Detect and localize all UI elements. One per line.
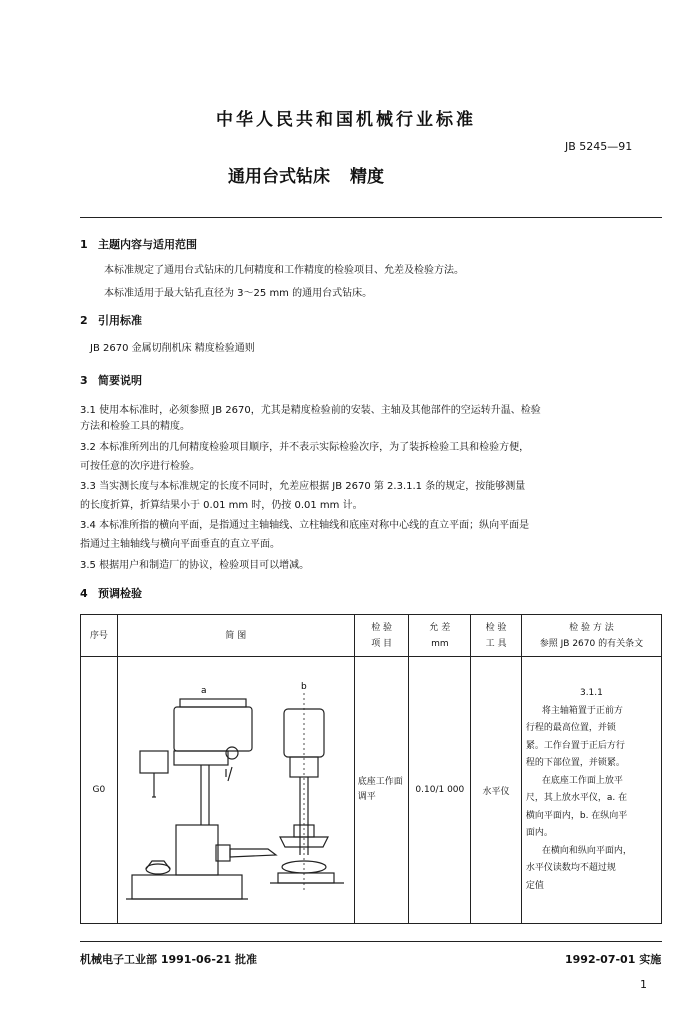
clause-3-3-line-2: 的长度折算，折算结果小于 0.01 mm 时，仍按 0.01 mm 计。: [80, 500, 363, 511]
side-table-bracket: [294, 825, 314, 837]
clause-3-1-line-2: 方法和检验工具的精度。: [80, 421, 190, 432]
method-line: 横向平面内，b. 在纵向平: [525, 810, 628, 821]
front-head-lower: [174, 751, 228, 765]
section-1-heading: 1 主题内容与适用范围: [80, 238, 197, 251]
table-header-row: [81, 615, 662, 657]
standard-code: JB 5245—91: [565, 140, 633, 153]
page-number: 1: [640, 978, 647, 991]
method-reference: 3.1.1: [579, 688, 603, 698]
clause-3-2-line-2: 可按任意的次序进行检验。: [80, 461, 200, 472]
method-line: 紧。工作台置于正后方行: [525, 740, 625, 751]
method-line: 将主轴箱置于正前方: [541, 705, 623, 716]
clause-3-4-line-1: 3.4 本标准所指的横向平面，是指通过主轴轴线、立柱轴线和底座对称中心线的直立平面；纵向平面是: [80, 520, 530, 531]
section-1-paragraph-2: 本标准适用于最大钻孔直径为 3～25 mm 的通用台式钻床。: [104, 288, 373, 299]
header-inspection-method: 检 验 方 法 参照 JB 2670 的有关条文: [521, 615, 661, 657]
front-motor: [140, 751, 168, 773]
front-level-block: [146, 864, 170, 874]
drill-press-diagram: [118, 657, 354, 923]
clause-3-5: 3.5 根据用户和制造厂的协议，检验项目可以增减。: [80, 560, 310, 571]
front-base-rect: [132, 875, 242, 899]
side-level-block: [282, 861, 326, 873]
front-top-cap: [180, 699, 246, 707]
header-number: 序号: [81, 615, 118, 657]
diagram-label-a: a: [200, 686, 207, 696]
inspection-tool: 水平仪: [471, 657, 522, 924]
header-inspection-tool: 检 验 工 具: [471, 615, 522, 657]
clause-3-4-line-2: 指通过主轴轴线与横向平面垂直的直立平面。: [80, 539, 280, 550]
method-line: 定值: [525, 880, 544, 891]
header-inspection-item: 检 验 项 目: [354, 615, 409, 657]
method-line: 水平仪读数均不超过规: [525, 863, 616, 873]
row-number: G0: [81, 657, 118, 924]
title-sub: 精度: [350, 167, 384, 187]
title-main: 通用台式钻床: [228, 167, 330, 187]
section-4-heading: 4 预调检验: [80, 587, 142, 600]
front-head-housing: [174, 707, 252, 751]
standard-organization-header: 中华人民共和国机械行业标准: [216, 110, 476, 130]
side-base: [278, 873, 334, 883]
diagram-cell: [117, 657, 354, 924]
table-row: [81, 657, 662, 924]
method-line: 在底座工作面上放平: [541, 775, 623, 786]
tolerance-value: 0.10/1 000: [409, 657, 471, 924]
section-3-heading: 3 简要说明: [80, 374, 142, 387]
method-line: 行程的最高位置，并锁: [525, 723, 616, 733]
section-2-reference: JB 2670 金属切削机床 精度检验通则: [90, 343, 255, 354]
header-diagram: 简 图: [117, 615, 354, 657]
front-worktable: [230, 849, 276, 857]
method-line: 程的下部位置，并锁紧。: [525, 758, 625, 768]
method-line: 尺，其上放水平仪，a. 在: [525, 793, 628, 803]
method-line: 面内。: [525, 828, 553, 838]
header-tolerance: 允 差 mm: [409, 615, 471, 657]
front-column-box: [176, 825, 218, 875]
approval-info: 机械电子工业部 1991-06-21 批准: [80, 953, 258, 966]
document-title: [228, 162, 384, 187]
clause-3-3-line-1: 3.3 当实测长度与本标准规定的长度不同时，允差应根据 JB 2670 第 2.3.1.1 条的规定，按能够测量: [80, 481, 526, 492]
clause-3-2-line-1: 3.2 本标准所列出的几何精度检验项目顺序，并不表示实际检验次序，为了装拆检验工具和检验方便，: [80, 442, 530, 453]
section-2-heading: 2 引用标准: [80, 314, 142, 327]
method-line: 在横向和纵向平面内，: [541, 845, 632, 856]
inspection-method: [521, 657, 661, 924]
footer-rule: [80, 941, 662, 942]
clause-3-1-line-1: 3.1 使用本标准时，必须参照 JB 2670，尤其是精度检验前的安装、主轴及其他部件的空运转升温、检验: [80, 405, 541, 416]
section-1-paragraph-1: 本标准规定了通用台式钻床的几何精度和工作精度的检验项目、允差及检验方法。: [104, 265, 464, 276]
implementation-date: 1992-07-01 实施: [565, 953, 662, 966]
diagram-label-b: b: [300, 682, 307, 692]
inspection-table: [80, 614, 662, 924]
header-rule: [80, 217, 662, 218]
inspection-item: 底座工作面调平: [354, 657, 409, 924]
